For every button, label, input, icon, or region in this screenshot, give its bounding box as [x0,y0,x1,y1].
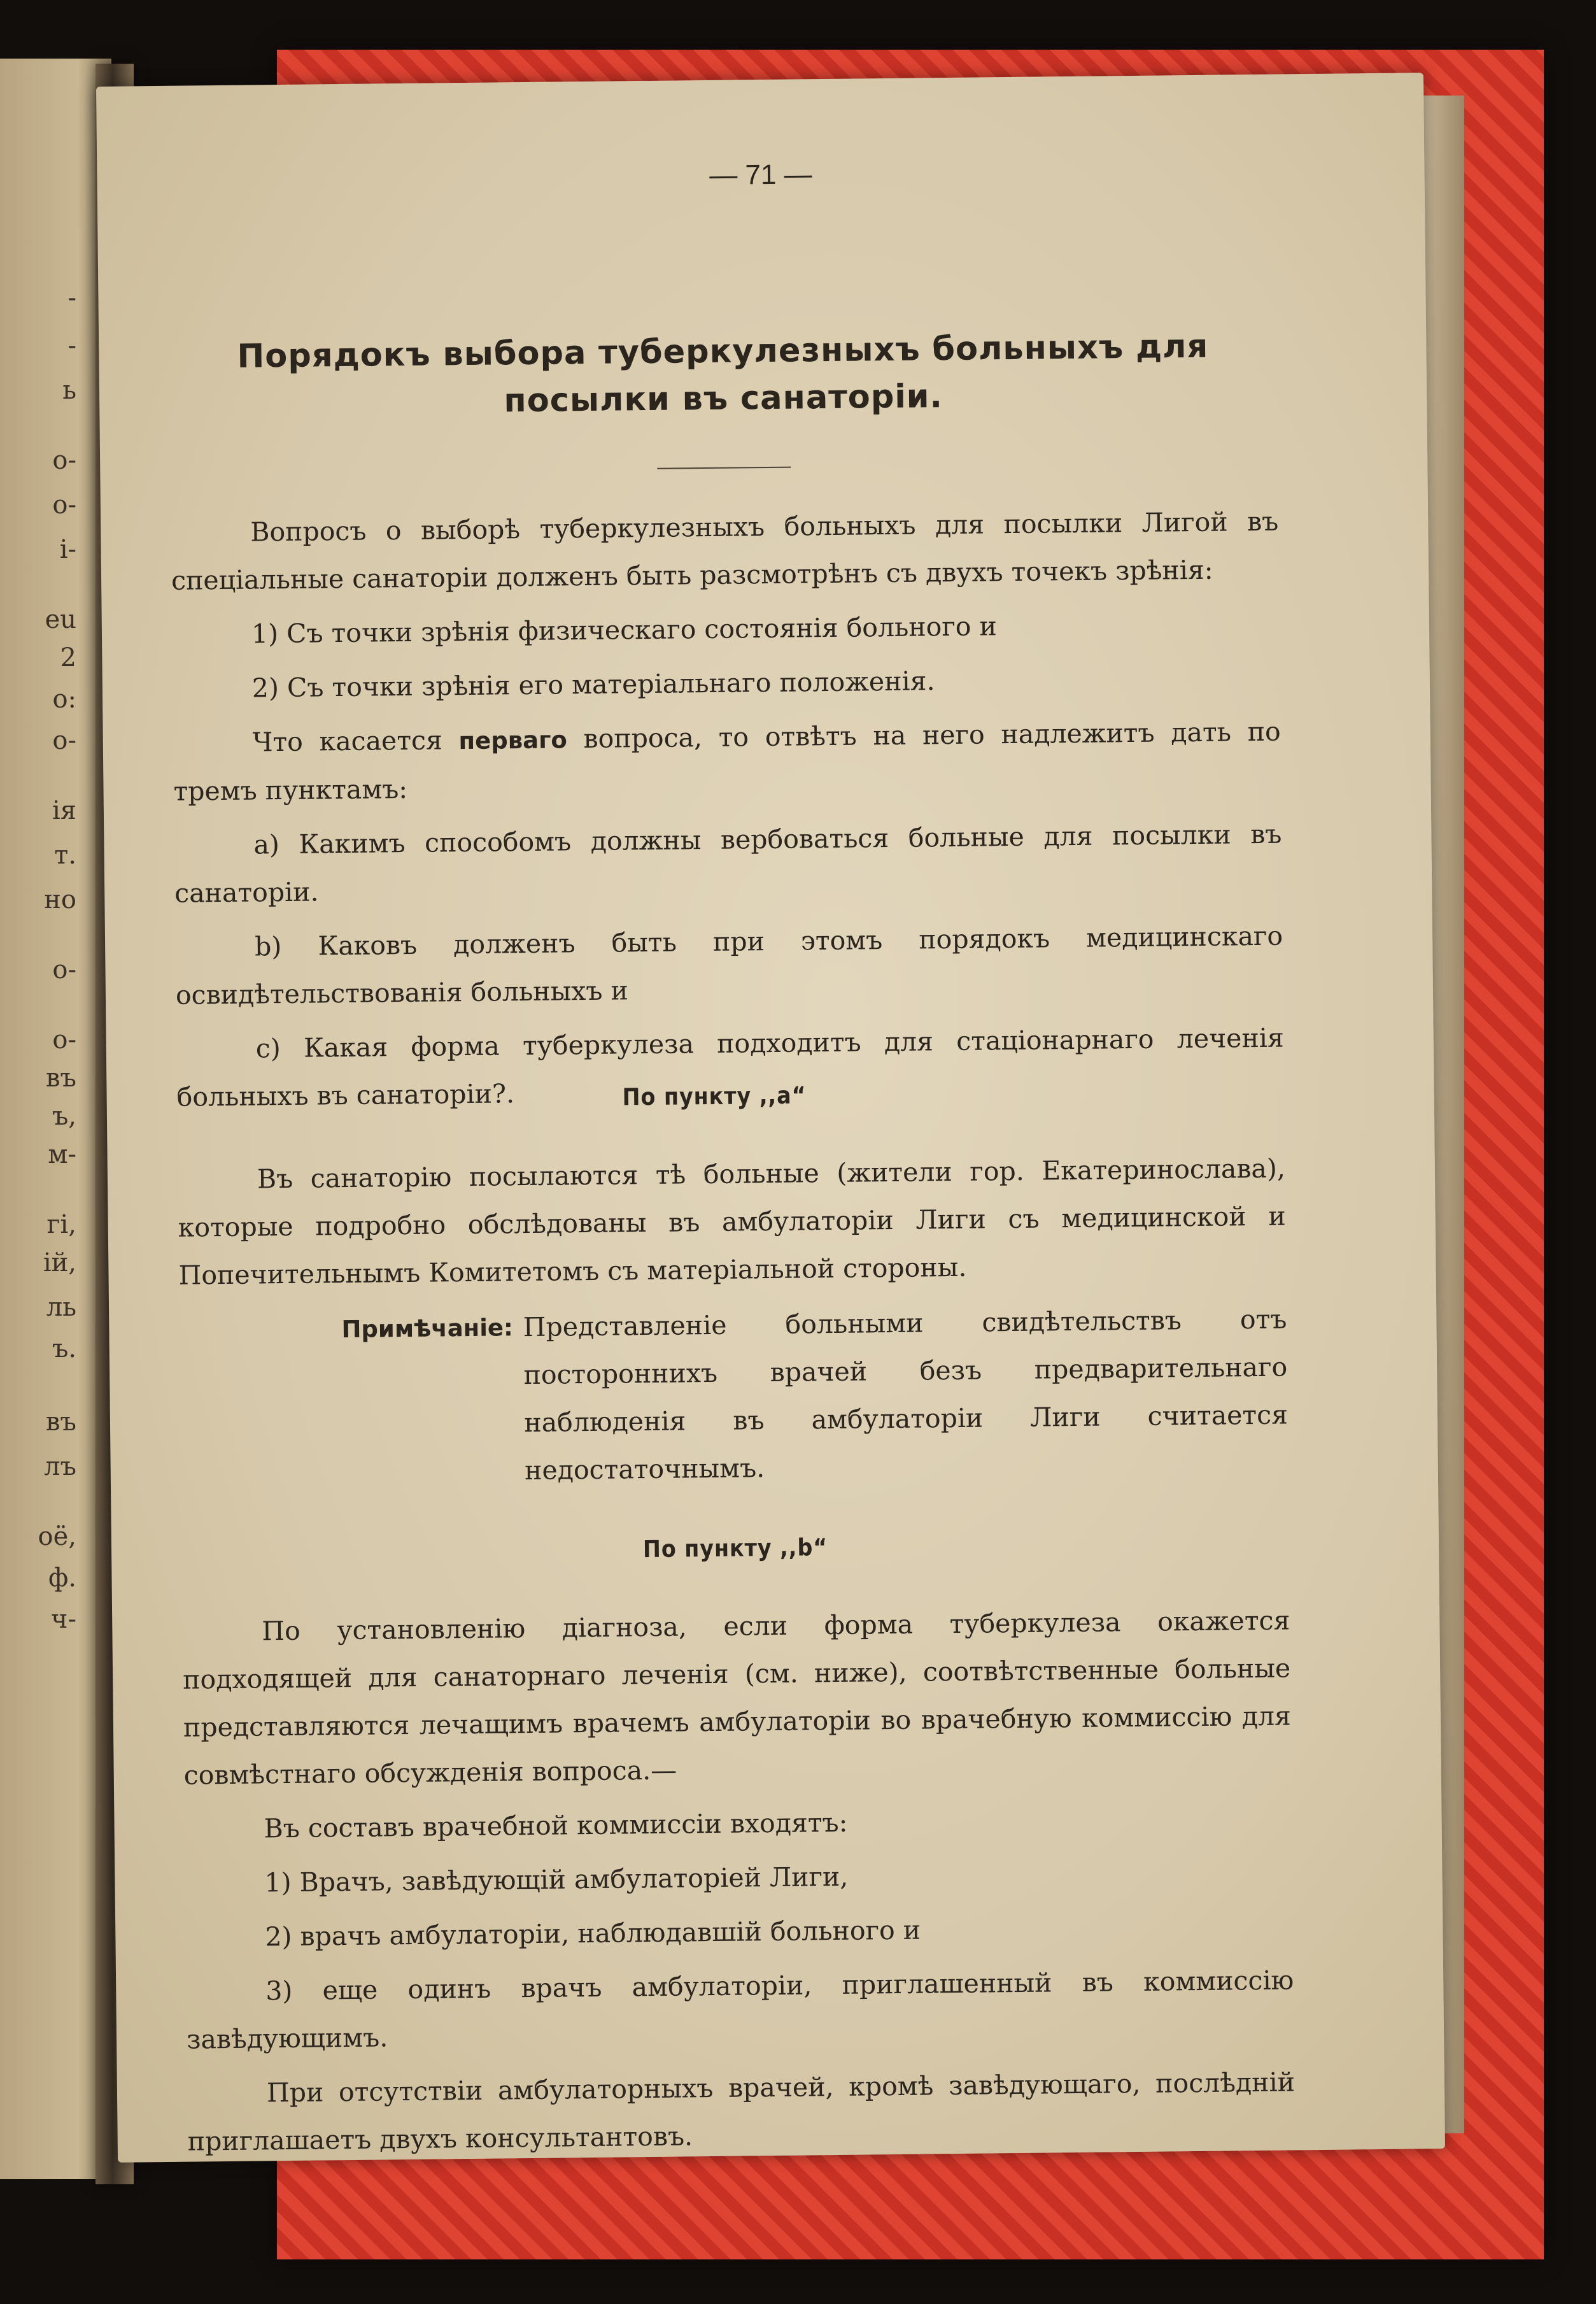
left-page-fragment: въ [46,1063,76,1093]
left-page-fragment: ь [62,376,76,405]
first-question-before: Что касается [252,725,459,758]
intro-paragraph: Вопросъ о выборѣ туберкулезныхъ больныхъ для посылки Лигой въ спеціальные санаторіи долженъ быть разсмотрѣнъ съ двухъ точекъ зрѣнія: [171,506,1279,596]
first-question-after: вопроса, то отвѣтъ на него надлежитъ дать по тремъ пунктамъ: [173,716,1281,807]
section-a-note [179,1296,1289,1498]
point-1: 1) Съ точки зрѣнія физическаго состоянія больного и [251,611,998,650]
first-question-paragraph [173,708,1281,816]
left-page-fragment: т. [54,841,76,870]
left-page-fragment: - [67,283,76,313]
subpoint-a: a) Какимъ способомъ должны вербоваться больные для посылки въ санаторіи. [174,818,1282,909]
left-page-fragment: лъ [44,1452,76,1481]
title-divider [657,467,791,469]
left-page-fragment: въ [46,1407,76,1437]
left-page-fragment: і- [59,535,76,564]
closing-paragraph: При отсутствіи амбулаторныхъ врачей, кромѣ завѣдующаго, послѣдній приглашаетъ двухъ консультантовъ. [187,2066,1296,2157]
book-page [96,73,1445,2163]
left-page-fragment: о- [52,1025,76,1055]
left-page-fragment: о: [52,685,76,714]
section-b-text: По установленію діагноза, если форма туберкулеза окажется подходящей для санаторнаго леченія (см. ниже), соотвѣтственные больные представляются лечащимъ врачемъ амбулаторіи во врачебную коммиссію для совмѣстнаго обсужденія вопроса.— [182,1605,1292,1791]
left-page-edge [0,59,111,2179]
left-page-fragment: - [67,331,76,360]
first-question-bold: перваго [458,726,568,755]
left-page-fragment: ф. [48,1563,76,1593]
left-page-fragment: о- [52,726,76,755]
left-page-fragment: ій, [43,1248,76,1277]
page-number: — 71 — [709,159,812,191]
commission-intro: Въ составъ врачебной коммиссіи входятъ: [264,1807,848,1844]
commission-member-3: 3) еще одинъ врачъ амбулаторіи, приглашенный въ коммиссію завѣдующимъ. [186,1965,1294,2055]
left-page-fragment: ъ. [52,1334,76,1363]
left-page-fragment: о- [52,955,76,985]
point-2: 2) Съ точки зрѣнія его матеріальнаго положенія. [251,665,935,704]
left-page-fragment: о- [52,490,76,520]
page-content [167,215,1296,2172]
left-page-fragment: но [44,885,76,914]
left-page-fragment: ія [52,796,76,825]
left-page-fragment: оё, [38,1522,76,1551]
subpoint-c: c) Какая форма туберкулеза подходитъ для стаціонарнаго леченія больныхъ въ санаторіи?. [176,1022,1284,1113]
left-page-fragment: ль [46,1293,76,1322]
left-page-fragment: eu [45,605,76,634]
section-a-heading: По пункту ,,а“ [622,1081,807,1111]
left-page-fragment: о- [52,446,76,475]
commission-member-1: 1) Врачъ, завѣдующій амбулаторіей Лиги, [264,1861,849,1898]
note-label: Примѣчаніе: [341,1314,514,1344]
section-b-heading: По пункту ,,b“ [642,1533,828,1563]
left-page-fragment: 2 [60,643,76,672]
left-page-fragment: ъ, [52,1102,76,1131]
commission-member-2: 2) врачъ амбулаторіи, наблюдавшій больного и [265,1914,921,1952]
left-page-fragment: м- [48,1140,76,1169]
left-page-fragment: ч- [51,1605,76,1634]
page-title: Порядокъ выбора туберкулезныхъ больныхъ для посылки въ санаторіи. [237,327,1209,420]
section-a-text: Въ санаторію посылаются тѣ больные (жители гор. Екатеринослава), которые подробно обслѣдованы въ амбулаторіи Лиги съ медицинской и Попечительнымъ Комитетомъ съ матеріальной стороны. [178,1153,1286,1291]
subpoint-b: b) Каковъ долженъ быть при этомъ порядокъ медицинскаго освидѣтельствованія больныхъ и [175,920,1283,1011]
left-page-fragment: гі, [46,1210,76,1239]
note-text: Представленіе больными свидѣтельствъ отъ постороннихъ врачей безъ предварительнаго наблюденія въ амбулаторіи Лиги считается недостаточнымъ. [523,1304,1289,1486]
